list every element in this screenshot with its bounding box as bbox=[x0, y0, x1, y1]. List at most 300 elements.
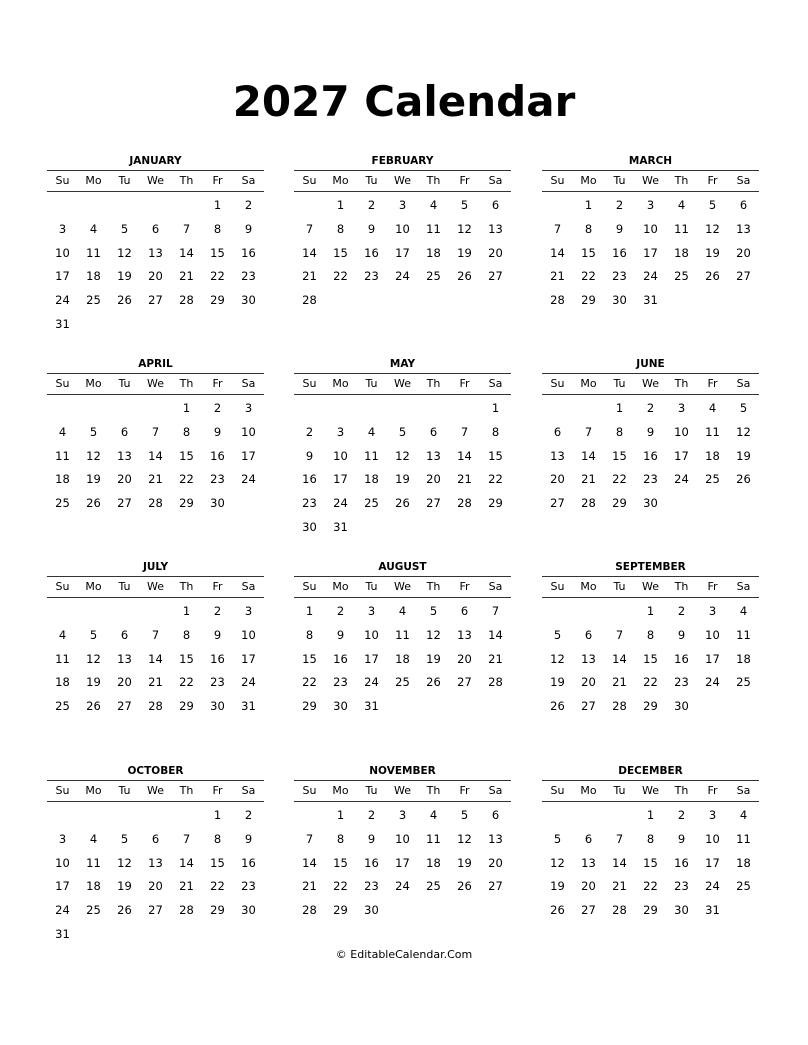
day-cell: 7 bbox=[305, 221, 314, 236]
day-cell: 12 bbox=[117, 855, 132, 870]
day-cell: 6 bbox=[584, 831, 593, 846]
day-cell: 7 bbox=[553, 221, 562, 236]
weekday-label: Tu bbox=[613, 377, 626, 390]
weekday-label: Tu bbox=[365, 377, 378, 390]
day-cell: 20 bbox=[736, 245, 751, 260]
day-empty bbox=[109, 600, 140, 624]
day-cell: 4 bbox=[58, 627, 67, 642]
day-cell: 9 bbox=[367, 221, 376, 236]
day-cell: 15 bbox=[179, 448, 194, 463]
day-cell: 6 bbox=[491, 808, 500, 822]
day-cell: 8 bbox=[336, 221, 345, 236]
day-cell: 22 bbox=[643, 675, 658, 690]
weekday-header bbox=[542, 577, 759, 598]
day-cell: 16 bbox=[612, 245, 627, 260]
day-cell: 3 bbox=[367, 604, 376, 618]
day-cell: 4 bbox=[429, 198, 438, 212]
day-cell: 2 bbox=[213, 604, 222, 618]
day-cell: 9 bbox=[646, 424, 655, 439]
weekday-label: Fr bbox=[459, 580, 470, 593]
day-cell: 31 bbox=[705, 903, 720, 918]
day-cell: 30 bbox=[674, 699, 689, 714]
day-cell: 1 bbox=[336, 198, 345, 212]
day-cell: 17 bbox=[241, 651, 256, 666]
day-empty bbox=[294, 397, 325, 421]
weekday-label: Tu bbox=[365, 580, 378, 593]
day-cell: 24 bbox=[55, 293, 70, 308]
weekday-label: Mo bbox=[580, 784, 597, 797]
day-cell: 10 bbox=[241, 424, 256, 439]
day-cell: 5 bbox=[553, 627, 562, 642]
day-cell: 6 bbox=[460, 604, 469, 618]
day-cell: 1 bbox=[336, 808, 345, 822]
day-cell: 11 bbox=[736, 831, 751, 846]
day-cell: 7 bbox=[615, 831, 624, 846]
day-cell: 21 bbox=[612, 675, 627, 690]
day-cell: 18 bbox=[705, 448, 720, 463]
day-cell: 28 bbox=[612, 699, 627, 714]
day-cell: 8 bbox=[182, 627, 191, 642]
day-cell: 21 bbox=[148, 472, 163, 487]
day-cell: 20 bbox=[148, 269, 163, 284]
day-cell: 17 bbox=[395, 855, 410, 870]
day-cell: 17 bbox=[333, 472, 348, 487]
day-cell: 15 bbox=[643, 651, 658, 666]
day-cell: 5 bbox=[89, 424, 98, 439]
weekday-label: Th bbox=[674, 580, 689, 593]
day-cell: 5 bbox=[398, 424, 407, 439]
day-cell: 17 bbox=[55, 879, 70, 894]
day-cell: 15 bbox=[581, 245, 596, 260]
day-cell: 12 bbox=[457, 221, 472, 236]
day-cell: 29 bbox=[210, 293, 225, 308]
weekday-label: Sa bbox=[488, 784, 503, 797]
day-grid bbox=[542, 598, 759, 719]
day-cell: 16 bbox=[210, 651, 225, 666]
day-cell: 21 bbox=[550, 269, 565, 284]
day-cell: 16 bbox=[674, 651, 689, 666]
day-grid bbox=[47, 395, 264, 516]
day-cell: 23 bbox=[643, 472, 658, 487]
day-cell: 7 bbox=[182, 831, 191, 846]
day-cell: 13 bbox=[550, 448, 565, 463]
day-cell: 16 bbox=[364, 855, 379, 870]
day-empty bbox=[387, 397, 418, 421]
day-cell: 28 bbox=[148, 496, 163, 511]
day-cell: 26 bbox=[426, 675, 441, 690]
weekday-label: We bbox=[642, 377, 659, 390]
day-cell: 25 bbox=[736, 675, 751, 690]
day-cell: 11 bbox=[395, 627, 410, 642]
day-cell: 12 bbox=[86, 448, 101, 463]
day-cell: 4 bbox=[429, 808, 438, 822]
day-cell: 25 bbox=[674, 269, 689, 284]
day-cell: 9 bbox=[213, 627, 222, 642]
day-cell: 5 bbox=[89, 627, 98, 642]
footer-credit: © EditableCalendar.Com bbox=[335, 948, 473, 961]
day-cell: 19 bbox=[457, 855, 472, 870]
day-cell: 3 bbox=[244, 401, 253, 415]
day-cell: 10 bbox=[705, 627, 720, 642]
day-cell: 14 bbox=[148, 448, 163, 463]
day-cell: 29 bbox=[643, 903, 658, 918]
day-cell: 27 bbox=[148, 903, 163, 918]
day-cell: 1 bbox=[213, 808, 222, 822]
day-cell: 2 bbox=[305, 424, 314, 439]
day-empty bbox=[140, 194, 171, 218]
day-cell: 22 bbox=[612, 472, 627, 487]
day-empty bbox=[140, 804, 171, 828]
day-cell: 26 bbox=[117, 903, 132, 918]
day-cell: 18 bbox=[736, 651, 751, 666]
day-empty bbox=[542, 804, 573, 828]
weekday-label: Su bbox=[55, 377, 70, 390]
day-cell: 18 bbox=[364, 472, 379, 487]
month-name: FEBRUARY bbox=[294, 152, 511, 171]
day-cell: 29 bbox=[612, 496, 627, 511]
weekday-label: Sa bbox=[488, 580, 503, 593]
day-cell: 4 bbox=[89, 831, 98, 846]
weekday-label: Th bbox=[674, 174, 689, 187]
weekday-label: Tu bbox=[118, 580, 131, 593]
day-cell: 15 bbox=[210, 855, 225, 870]
day-cell: 2 bbox=[615, 198, 624, 212]
weekday-label: Mo bbox=[580, 377, 597, 390]
day-cell: 1 bbox=[646, 604, 655, 618]
day-cell: 22 bbox=[210, 269, 225, 284]
day-cell: 13 bbox=[488, 221, 503, 236]
weekday-label: Sa bbox=[488, 377, 503, 390]
day-cell: 4 bbox=[367, 424, 376, 439]
day-cell: 24 bbox=[241, 472, 256, 487]
day-cell: 2 bbox=[244, 808, 253, 822]
day-empty bbox=[294, 194, 325, 218]
day-cell: 10 bbox=[705, 831, 720, 846]
day-cell: 18 bbox=[55, 472, 70, 487]
day-cell: 15 bbox=[612, 448, 627, 463]
weekday-label: We bbox=[394, 784, 411, 797]
day-cell: 20 bbox=[426, 472, 441, 487]
day-cell: 23 bbox=[364, 269, 379, 284]
day-cell: 12 bbox=[395, 448, 410, 463]
day-cell: 27 bbox=[581, 903, 596, 918]
day-cell: 21 bbox=[581, 472, 596, 487]
day-cell: 19 bbox=[550, 879, 565, 894]
day-cell: 22 bbox=[302, 675, 317, 690]
weekday-header bbox=[542, 374, 759, 395]
weekday-label: Tu bbox=[118, 784, 131, 797]
day-cell: 11 bbox=[705, 424, 720, 439]
weekday-label: Fr bbox=[212, 784, 223, 797]
day-cell: 27 bbox=[148, 293, 163, 308]
day-cell: 24 bbox=[241, 675, 256, 690]
day-cell: 30 bbox=[241, 903, 256, 918]
day-cell: 19 bbox=[736, 448, 751, 463]
day-cell: 6 bbox=[553, 424, 562, 439]
day-cell: 26 bbox=[550, 699, 565, 714]
month-march bbox=[542, 152, 759, 313]
month-name: MARCH bbox=[542, 152, 759, 171]
day-cell: 11 bbox=[55, 448, 70, 463]
day-cell: 16 bbox=[210, 448, 225, 463]
day-cell: 28 bbox=[488, 675, 503, 690]
day-cell: 13 bbox=[426, 448, 441, 463]
day-cell: 15 bbox=[333, 855, 348, 870]
day-cell: 5 bbox=[460, 198, 469, 212]
day-cell: 27 bbox=[117, 699, 132, 714]
day-cell: 26 bbox=[395, 496, 410, 511]
day-cell: 5 bbox=[708, 198, 717, 212]
day-cell: 22 bbox=[179, 472, 194, 487]
day-cell: 8 bbox=[491, 424, 500, 439]
day-cell: 27 bbox=[488, 269, 503, 284]
weekday-label: Sa bbox=[241, 784, 256, 797]
day-cell: 10 bbox=[395, 221, 410, 236]
day-cell: 23 bbox=[241, 879, 256, 894]
day-cell: 30 bbox=[210, 699, 225, 714]
day-cell: 21 bbox=[302, 879, 317, 894]
day-cell: 26 bbox=[457, 879, 472, 894]
day-cell: 1 bbox=[646, 808, 655, 822]
day-cell: 3 bbox=[398, 808, 407, 822]
day-cell: 9 bbox=[677, 627, 686, 642]
day-cell: 18 bbox=[674, 245, 689, 260]
day-cell: 20 bbox=[117, 675, 132, 690]
day-cell: 21 bbox=[179, 269, 194, 284]
day-empty bbox=[78, 804, 109, 828]
day-cell: 3 bbox=[646, 198, 655, 212]
weekday-label: Th bbox=[426, 174, 441, 187]
day-cell: 7 bbox=[151, 424, 160, 439]
day-cell: 9 bbox=[615, 221, 624, 236]
day-cell: 12 bbox=[550, 855, 565, 870]
day-cell: 6 bbox=[739, 198, 748, 212]
day-cell: 18 bbox=[426, 855, 441, 870]
weekday-label: We bbox=[642, 174, 659, 187]
month-february bbox=[294, 152, 511, 313]
day-cell: 24 bbox=[395, 879, 410, 894]
weekday-header bbox=[47, 781, 264, 802]
day-cell: 13 bbox=[117, 651, 132, 666]
weekday-label: Mo bbox=[85, 580, 102, 593]
weekday-label: We bbox=[642, 784, 659, 797]
day-cell: 14 bbox=[457, 448, 472, 463]
day-cell: 24 bbox=[333, 496, 348, 511]
day-cell: 14 bbox=[302, 855, 317, 870]
day-cell: 17 bbox=[643, 245, 658, 260]
day-cell: 25 bbox=[426, 879, 441, 894]
day-cell: 21 bbox=[488, 651, 503, 666]
day-cell: 7 bbox=[491, 604, 500, 618]
day-cell: 1 bbox=[305, 604, 314, 618]
day-cell: 14 bbox=[179, 855, 194, 870]
day-cell: 29 bbox=[179, 496, 194, 511]
day-cell: 12 bbox=[117, 245, 132, 260]
day-cell: 16 bbox=[674, 855, 689, 870]
day-cell: 22 bbox=[581, 269, 596, 284]
day-cell: 31 bbox=[333, 519, 348, 534]
weekday-label: Th bbox=[426, 377, 441, 390]
weekday-label: Fr bbox=[212, 580, 223, 593]
day-empty bbox=[573, 804, 604, 828]
day-cell: 1 bbox=[182, 604, 191, 618]
day-cell: 28 bbox=[550, 293, 565, 308]
day-cell: 23 bbox=[674, 675, 689, 690]
day-cell: 29 bbox=[643, 699, 658, 714]
weekday-label: Fr bbox=[459, 377, 470, 390]
day-grid bbox=[542, 395, 759, 516]
weekday-label: Sa bbox=[241, 174, 256, 187]
day-cell: 3 bbox=[398, 198, 407, 212]
weekday-label: Mo bbox=[85, 784, 102, 797]
weekday-label: Fr bbox=[707, 174, 718, 187]
weekday-label: Su bbox=[302, 377, 317, 390]
day-cell: 11 bbox=[736, 627, 751, 642]
day-cell: 8 bbox=[646, 831, 655, 846]
day-cell: 21 bbox=[148, 675, 163, 690]
day-cell: 24 bbox=[705, 879, 720, 894]
weekday-label: Su bbox=[55, 784, 70, 797]
day-cell: 13 bbox=[736, 221, 751, 236]
weekday-label: Tu bbox=[118, 174, 131, 187]
day-empty bbox=[78, 397, 109, 421]
weekday-label: Th bbox=[674, 377, 689, 390]
day-cell: 27 bbox=[426, 496, 441, 511]
day-cell: 14 bbox=[550, 245, 565, 260]
day-cell: 31 bbox=[643, 293, 658, 308]
weekday-label: Mo bbox=[85, 377, 102, 390]
day-cell: 4 bbox=[677, 198, 686, 212]
day-cell: 12 bbox=[457, 831, 472, 846]
day-cell: 9 bbox=[336, 627, 345, 642]
day-cell: 28 bbox=[148, 699, 163, 714]
day-cell: 22 bbox=[179, 675, 194, 690]
day-cell: 3 bbox=[244, 604, 253, 618]
day-cell: 15 bbox=[179, 651, 194, 666]
weekday-label: Fr bbox=[707, 784, 718, 797]
day-empty bbox=[47, 397, 78, 421]
day-cell: 6 bbox=[120, 424, 129, 439]
day-cell: 24 bbox=[395, 269, 410, 284]
day-cell: 12 bbox=[550, 651, 565, 666]
weekday-label: Su bbox=[550, 174, 565, 187]
day-cell: 23 bbox=[674, 879, 689, 894]
day-cell: 10 bbox=[395, 831, 410, 846]
day-cell: 27 bbox=[117, 496, 132, 511]
day-cell: 26 bbox=[86, 699, 101, 714]
day-cell: 30 bbox=[302, 519, 317, 534]
day-cell: 19 bbox=[395, 472, 410, 487]
day-cell: 11 bbox=[364, 448, 379, 463]
day-cell: 27 bbox=[550, 496, 565, 511]
day-cell: 27 bbox=[488, 879, 503, 894]
day-cell: 4 bbox=[708, 401, 717, 415]
day-cell: 19 bbox=[426, 651, 441, 666]
day-cell: 20 bbox=[117, 472, 132, 487]
weekday-label: Su bbox=[550, 580, 565, 593]
month-name: DECEMBER bbox=[542, 762, 759, 781]
day-cell: 2 bbox=[646, 401, 655, 415]
weekday-label: Su bbox=[550, 377, 565, 390]
month-name: JUNE bbox=[542, 355, 759, 374]
day-cell: 13 bbox=[148, 245, 163, 260]
day-cell: 24 bbox=[674, 472, 689, 487]
weekday-header bbox=[294, 171, 511, 192]
day-cell: 13 bbox=[117, 448, 132, 463]
day-cell: 19 bbox=[705, 245, 720, 260]
day-cell: 8 bbox=[584, 221, 593, 236]
day-cell: 14 bbox=[612, 651, 627, 666]
weekday-label: Su bbox=[302, 580, 317, 593]
day-empty bbox=[542, 600, 573, 624]
day-cell: 14 bbox=[148, 651, 163, 666]
day-cell: 17 bbox=[241, 448, 256, 463]
day-cell: 27 bbox=[457, 675, 472, 690]
weekday-label: Th bbox=[426, 580, 441, 593]
day-cell: 25 bbox=[426, 269, 441, 284]
day-cell: 23 bbox=[612, 269, 627, 284]
month-name: NOVEMBER bbox=[294, 762, 511, 781]
month-april bbox=[47, 355, 264, 516]
day-cell: 7 bbox=[151, 627, 160, 642]
day-cell: 23 bbox=[364, 879, 379, 894]
day-cell: 7 bbox=[615, 627, 624, 642]
day-empty bbox=[109, 804, 140, 828]
day-cell: 28 bbox=[179, 293, 194, 308]
day-cell: 4 bbox=[89, 221, 98, 236]
day-cell: 3 bbox=[708, 604, 717, 618]
day-cell: 18 bbox=[55, 675, 70, 690]
weekday-label: Sa bbox=[241, 377, 256, 390]
day-cell: 17 bbox=[705, 855, 720, 870]
weekday-label: Fr bbox=[212, 174, 223, 187]
day-cell: 2 bbox=[367, 198, 376, 212]
day-empty bbox=[418, 397, 449, 421]
weekday-header bbox=[294, 577, 511, 598]
day-cell: 11 bbox=[426, 831, 441, 846]
day-cell: 17 bbox=[395, 245, 410, 260]
weekday-label: We bbox=[642, 580, 659, 593]
day-cell: 25 bbox=[55, 699, 70, 714]
day-cell: 29 bbox=[488, 496, 503, 511]
weekday-header bbox=[47, 577, 264, 598]
day-cell: 31 bbox=[55, 316, 70, 331]
day-cell: 29 bbox=[581, 293, 596, 308]
day-cell: 5 bbox=[120, 831, 129, 846]
weekday-label: Th bbox=[674, 784, 689, 797]
weekday-label: Mo bbox=[332, 174, 349, 187]
day-cell: 20 bbox=[550, 472, 565, 487]
day-cell: 30 bbox=[210, 496, 225, 511]
day-cell: 2 bbox=[677, 604, 686, 618]
weekday-label: Tu bbox=[365, 784, 378, 797]
weekday-label: Mo bbox=[580, 174, 597, 187]
day-cell: 31 bbox=[364, 699, 379, 714]
day-cell: 9 bbox=[305, 448, 314, 463]
day-cell: 25 bbox=[364, 496, 379, 511]
day-cell: 26 bbox=[705, 269, 720, 284]
weekday-label: Mo bbox=[332, 377, 349, 390]
day-cell: 6 bbox=[151, 221, 160, 236]
day-cell: 18 bbox=[736, 855, 751, 870]
day-cell: 3 bbox=[336, 424, 345, 439]
day-cell: 25 bbox=[736, 879, 751, 894]
day-cell: 1 bbox=[615, 401, 624, 415]
weekday-label: Sa bbox=[736, 784, 751, 797]
day-cell: 30 bbox=[241, 293, 256, 308]
day-empty bbox=[356, 397, 387, 421]
day-cell: 19 bbox=[550, 675, 565, 690]
